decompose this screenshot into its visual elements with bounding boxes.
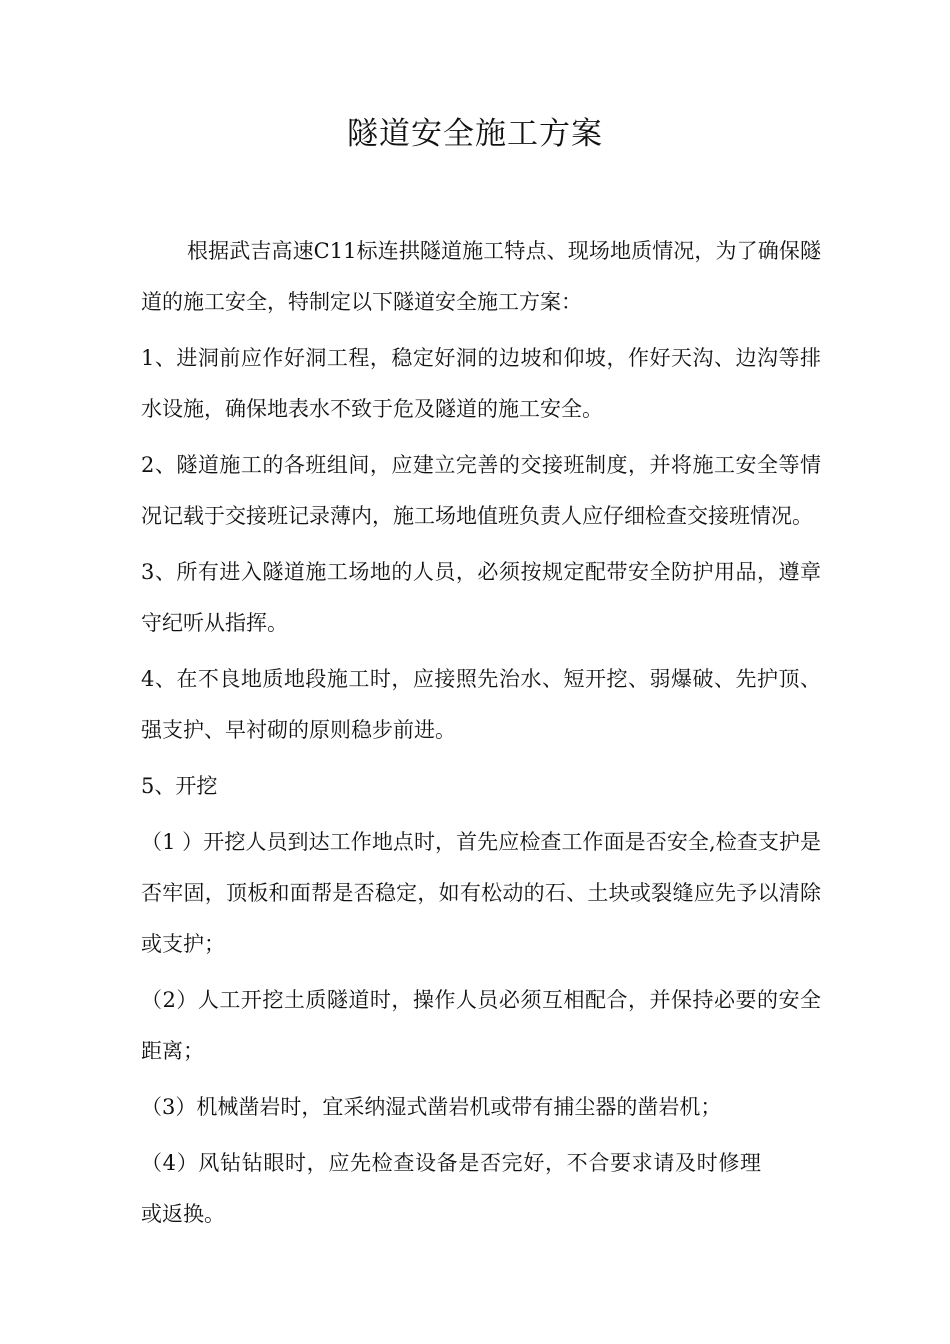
subitem-2-paragraph: （2）人工开挖土质隧道时，操作人员必须互相配合，并保持必要的安全距离； xyxy=(141,988,821,1063)
item-3-paragraph: 3、所有进入隧道施工场地的人员，必须按规定配带安全防护用品，遵章守纪听从指挥。 xyxy=(141,560,821,635)
item-5-heading: 5、开挖 xyxy=(141,774,218,798)
intro-paragraph: 根据武吉高速C11标连拱隧道施工特点、现场地质情况，为了确保隧道的施工安全，特制定以下隧道安全施工方案： xyxy=(141,239,821,314)
item-1-paragraph: 1、进洞前应作好洞工程，稳定好洞的边坡和仰坡，作好天沟、边沟等排水设施，确保地表水不致于危及隧道的施工安全。 xyxy=(141,346,821,421)
item-2-paragraph: 2、隧道施工的各班组间，应建立完善的交接班制度，并将施工安全等情况记载于交接班记录薄内，施工场地值班负责人应仔细检查交接班情况。 xyxy=(141,453,821,528)
document-title: 隧道安全施工方案 xyxy=(347,116,603,152)
document-body xyxy=(141,226,821,1245)
subitem-3-paragraph: （3）机械凿岩时，宜采纳湿式凿岩机或带有捕尘器的凿岩机； xyxy=(141,1095,722,1119)
item-4-paragraph: 4、在不良地质地段施工时，应接照先治水、短开挖、弱爆破、先护顶、强支护、早衬砌的原则稳步前进。 xyxy=(141,667,821,742)
subitem-4-paragraph: （4）风钻钻眼时，应先检查设备是否完好，不合要求请及时修理或返换。 xyxy=(141,1151,761,1226)
subitem-1-paragraph: （1 ）开挖人员到达工作地点时，首先应检查工作面是否安全,检查支护是否牢固，顶板和面帮是否稳定，如有松动的石、土块或裂缝应先予以清除或支护； xyxy=(141,830,821,956)
